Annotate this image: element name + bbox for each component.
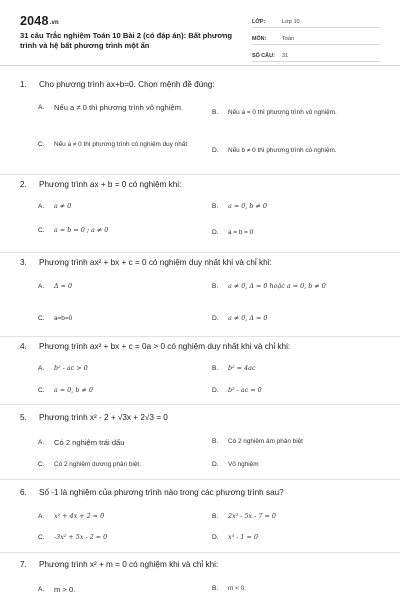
question-stem: 7. Phương trình x² + m = 0 có nghiệm khi và chỉ khi: [20,560,219,569]
option-b[interactable]: B. 2x² - 5x - 7 = 0 [212,512,276,520]
question-stem: 1. Cho phương trình ax+b=0. Chọn mệnh đề đúng: [20,80,215,89]
divider [0,552,400,553]
option-a[interactable]: A. a ≠ 0 [38,202,72,210]
option-c[interactable]: C. a = b = 0 ; a ≠ 0 [38,226,109,234]
option-b[interactable]: B. a ≠ 0, Δ = 0 hoặc a = 0, b ≠ 0 [212,282,326,290]
question-stem: 4. Phương trình ax² + bx + c = 0a > 0 có nghiệm duy nhất khi và chỉ khi: [20,342,291,351]
option-b[interactable]: B. b² = 4ac [212,364,256,372]
option-d[interactable]: D. x³ - 1 = 0 [212,533,258,541]
meta-panel [252,14,380,65]
option-a[interactable]: A. Nếu a ≠ 0 thì phương trình vô nghiệm. [38,103,184,112]
question-stem: 2. Phương trình ax + b = 0 có nghiệm khi: [20,180,182,189]
divider [0,252,400,253]
option-b[interactable]: B. Có 2 nghiệm âm phân biệt [212,438,303,445]
option-a[interactable]: A. Có 2 nghiệm trái dấu [38,438,125,447]
option-c[interactable]: C. a=b=0 [38,315,73,322]
meta-row-count: SỐ CÂU: 31 [252,48,380,62]
option-d[interactable]: D. a ≠ 0, Δ = 0 [212,314,268,322]
option-d[interactable]: D. a = b = 0 [212,229,254,236]
question-stem: 6. Số -1 là nghiệm của phương trình nào trong các phương trình sau? [20,488,284,497]
meta-row-grade: LỚP: Lớp 10 [252,14,380,28]
question-stem: 3. Phương trình ax² + bx + c = 0 có nghiệm duy nhất khi và chỉ khi: [20,258,272,267]
site-logo[interactable]: 2048.vn [20,14,59,28]
divider [0,174,400,175]
option-c[interactable]: C. Nếu a ≠ 0 thì phương trình có nghiệm duy nhất [38,141,188,148]
option-a[interactable]: A. b² - ac > 0 [38,364,88,372]
divider [0,336,400,337]
option-a[interactable]: A. x² + 4x + 2 = 0 [38,512,105,520]
divider [0,404,400,405]
divider [0,479,400,480]
option-b[interactable]: B. m < 0. [212,585,246,592]
document-title: 31 câu Trắc nghiệm Toán 10 Bài 2 (có đáp án): Bất phương trình và hệ bất phương trình một ẩn [20,31,233,50]
option-c[interactable]: C. -3x² + 5x - 2 = 0 [38,533,108,541]
option-d[interactable]: D. Nếu b ≠ 0 thì phương trình có nghiệm. [212,147,337,154]
option-c[interactable]: C. Có 2 nghiệm dương phân biệt. [38,461,141,468]
meta-row-subject: MÔN: Toán [252,31,380,45]
option-a[interactable]: A. m > 0. [38,585,76,594]
option-a[interactable]: A. Δ = 0 [38,282,73,290]
document-header [0,0,400,66]
option-b[interactable]: B. Nếu a = 0 thì phương trình vô nghiệm. [212,109,337,116]
option-d[interactable]: D. Vô nghiệm [212,461,259,468]
option-b[interactable]: B. a = 0, b ≠ 0 [212,202,267,210]
option-d[interactable]: D. b² - ac = 0 [212,386,262,394]
option-c[interactable]: C. a = 0, b ≠ 0 [38,386,93,394]
question-stem: 5. Phương trình x² - 2 + √3x + 2√3 = 0 [20,413,168,422]
